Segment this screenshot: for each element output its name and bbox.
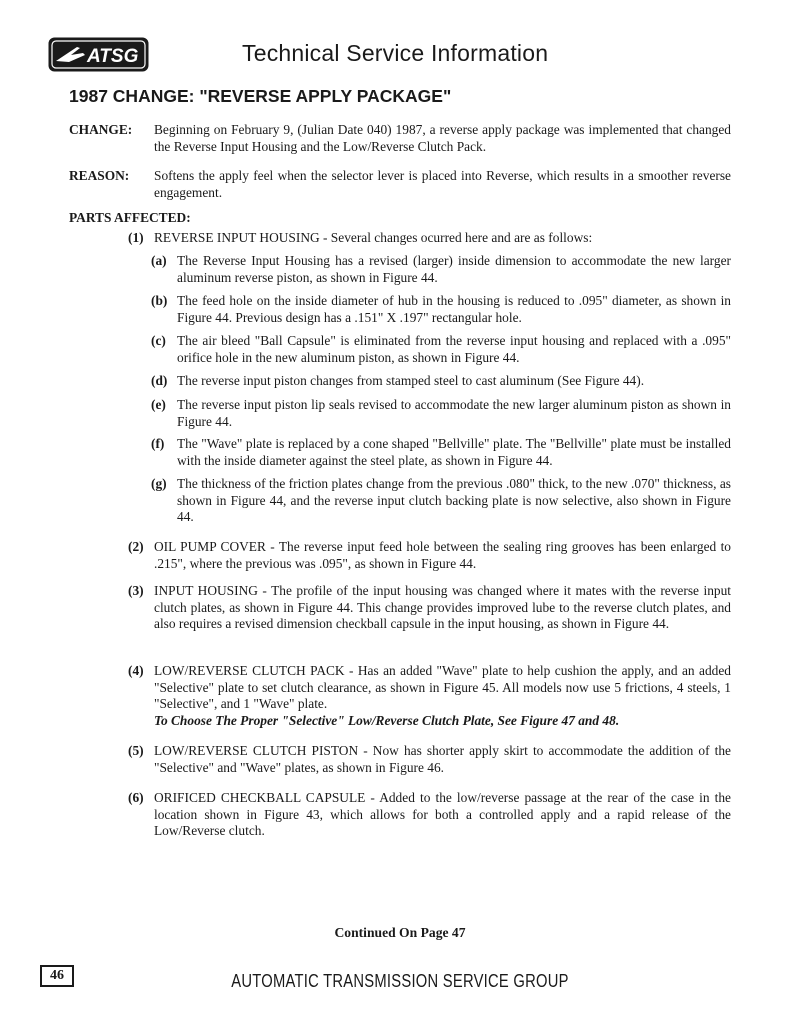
- page-number: 46: [40, 965, 74, 987]
- subitem-text: The thickness of the friction plates change from the previous .080" thick, to the new .070" thickness, as shown in Figure 44, and the reverse input clutch backing plate is now selective, also shown in Figure 44.: [177, 476, 731, 524]
- item-number: (1): [128, 230, 144, 245]
- item-text: ORIFICED CHECKBALL CAPSULE - Added to the low/reverse passage at the rear of the case in the location shown in Figure 43, which allows for both a controlled apply and a rapid release of the Low/Reverse clutch.: [154, 790, 731, 838]
- item-number: (5): [128, 743, 144, 758]
- header-title: Technical Service Information: [242, 40, 549, 66]
- item-text: INPUT HOUSING - The profile of the input housing was changed where it mates with the reverse input clutch plates, as shown in Figure 44. This change provides improved lube to the reverse clutch plates, and also requires a revised dimension checkball capsule in the input housing, as shown in Figure 44.: [154, 583, 731, 631]
- item-text: OIL PUMP COVER - The reverse input feed hole between the sealing ring grooves has been enlarged to .215", where the previous was .095", as shown in Figure 44.: [154, 539, 731, 571]
- item-text: LOW/REVERSE CLUTCH PACK - Has an added "Wave" plate to help cushion the apply, and an added "Selective" plate to set clutch clearance, as shown in Figure 45. All models now use 5 frictions, 4 steels, 1 "Selective", and 1 "Wave" plate.: [154, 663, 731, 711]
- subitem-letter: (c): [151, 333, 166, 348]
- item-number: (6): [128, 790, 144, 805]
- subitem-letter: (a): [151, 253, 167, 268]
- document-title: 1987 CHANGE: "REVERSE APPLY PACKAGE": [69, 86, 452, 106]
- item-text: REVERSE INPUT HOUSING - Several changes ocurred here and are as follows:: [154, 230, 593, 245]
- svg-text:ATSG: ATSG: [87, 46, 139, 67]
- footer-organization: AUTOMATIC TRANSMISSION SERVICE GROUP: [231, 971, 569, 991]
- subitem-text: The reverse input piston changes from stamped steel to cast aluminum (See Figure 44).: [177, 373, 645, 388]
- change-text: Beginning on February 9, (Julian Date 040) 1987, a reverse apply package was implemented that changed the Reverse Input Housing and the Low/Reverse Clutch Pack.: [154, 122, 731, 154]
- subitem-text: The air bleed "Ball Capsule" is eliminated from the reverse input housing and replaced with a .095" orifice hole in the new aluminum piston, as shown in Figure 44.: [177, 333, 731, 365]
- reason-text: Softens the apply feel when the selector lever is placed into Reverse, which results in a smoother reverse engagement.: [154, 168, 731, 200]
- subitem-text: The "Wave" plate is replaced by a cone shaped "Bellville" plate. The "Bellville" plate must be installed with the inside diameter against the steel plate, as shown in Figure 44.: [177, 436, 731, 468]
- item-number: (2): [128, 539, 144, 554]
- continued-note: Continued On Page 47: [334, 925, 466, 940]
- item-number: (4): [128, 663, 144, 678]
- change-label: CHANGE:: [69, 122, 133, 137]
- item-body: [154, 663, 731, 729]
- subitem-text: The feed hole on the inside diameter of hub in the housing is reduced to .095" diameter, as shown in Figure 44. Previous design has a .151" X .197" rectangular hole.: [177, 293, 731, 325]
- subitem-text: The reverse input piston lip seals revised to accommodate the new larger aluminum piston as shown in Figure 44.: [177, 397, 731, 429]
- atsg-logo: [47, 36, 150, 73]
- parts-affected-label: PARTS AFFECTED:: [69, 210, 191, 225]
- item-number: (3): [128, 583, 144, 598]
- item-emphasis: To Choose The Proper "Selective" Low/Reverse Clutch Plate, See Figure 47 and 48.: [154, 712, 620, 728]
- subitem-letter: (f): [151, 436, 165, 451]
- subitem-letter: (g): [151, 476, 167, 491]
- item-text: LOW/REVERSE CLUTCH PISTON - Now has shorter apply skirt to accommodate the addition of the "Selective" and "Wave" plates, as shown in Figure 46.: [154, 743, 731, 775]
- subitem-letter: (b): [151, 293, 168, 308]
- subitem-letter: (d): [151, 373, 168, 388]
- subitem-letter: (e): [151, 397, 166, 412]
- reason-label: REASON:: [69, 168, 130, 183]
- subitem-text: The Reverse Input Housing has a revised (larger) inside dimension to accommodate the new larger aluminum reverse piston, as shown in Figure 44.: [177, 253, 731, 285]
